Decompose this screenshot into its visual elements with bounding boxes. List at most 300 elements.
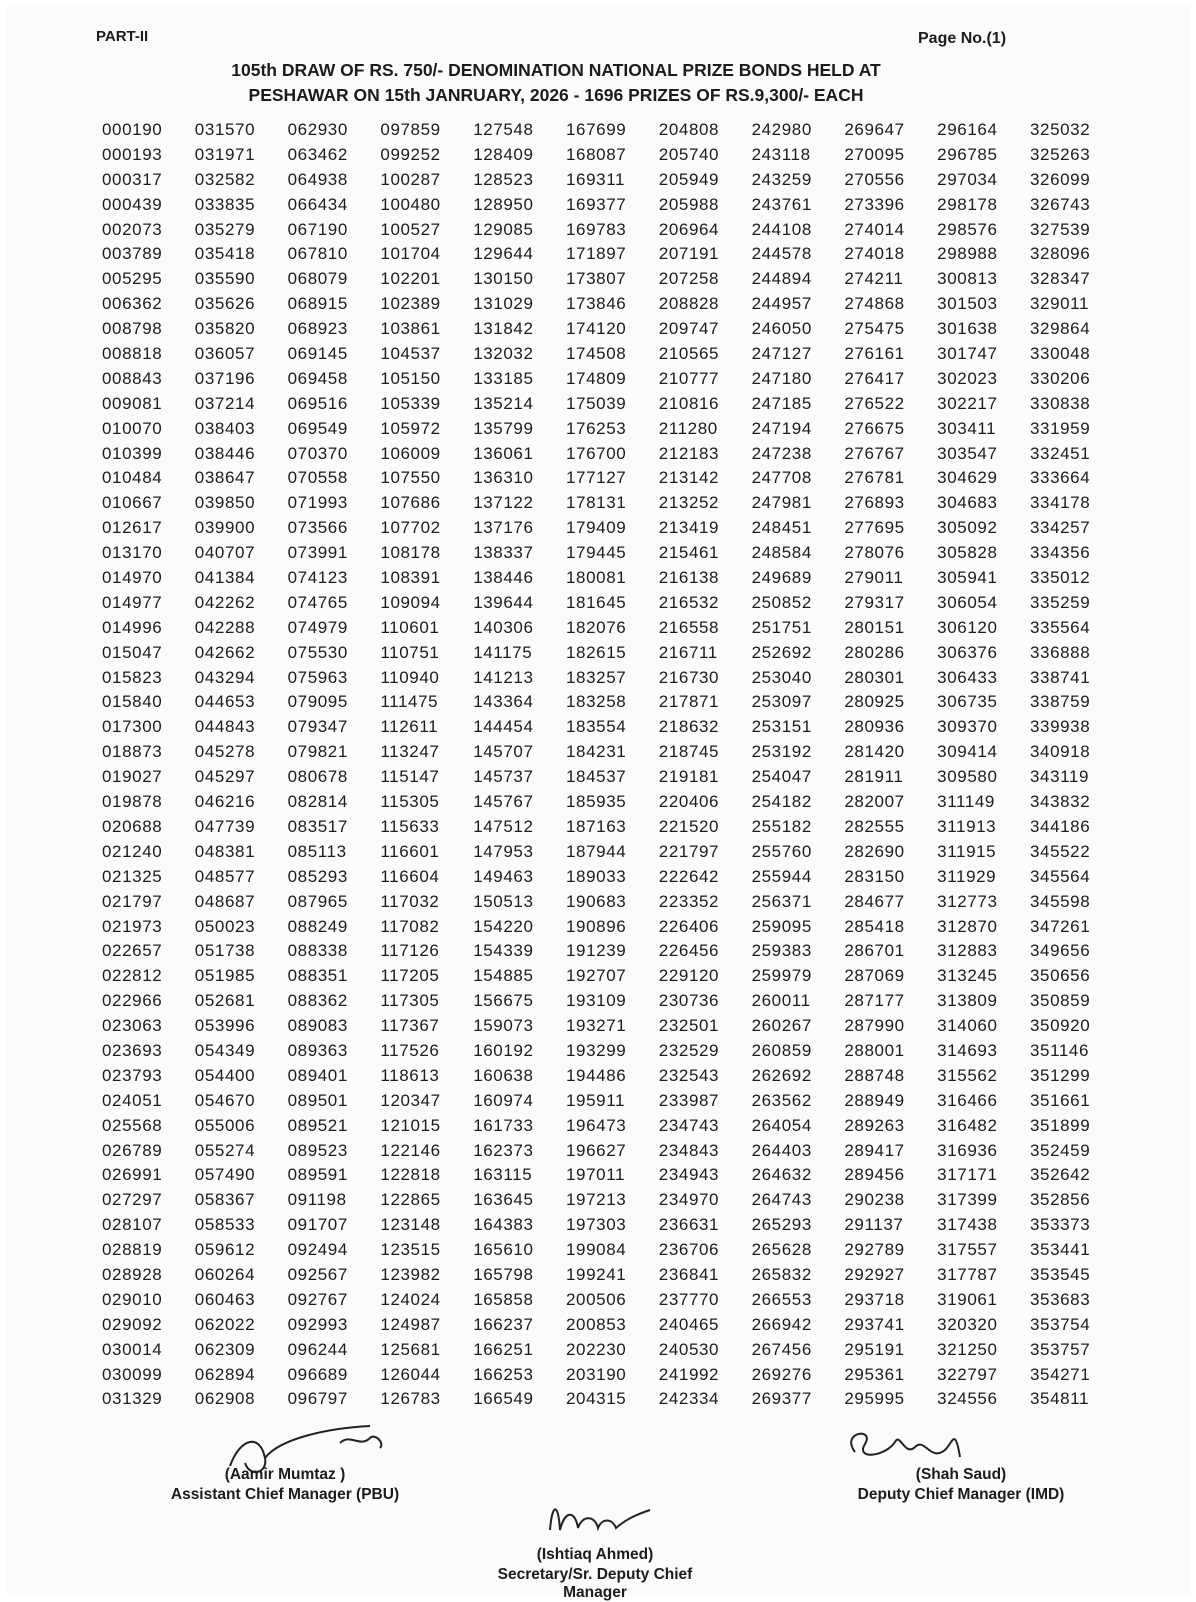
prize-number: 230736 <box>658 991 720 1011</box>
prize-number: 330206 <box>1029 368 1091 388</box>
prize-number: 008818 <box>102 344 163 364</box>
prize-number: 163645 <box>473 1190 534 1210</box>
prize-number: 055006 <box>194 1115 256 1135</box>
prize-number: 329864 <box>1029 319 1091 339</box>
prize-number: 288001 <box>844 1040 905 1060</box>
prize-number: 296164 <box>937 120 998 139</box>
prize-number: 247127 <box>751 344 812 364</box>
prize-number: 023693 <box>102 1040 163 1060</box>
prize-number: 105972 <box>380 418 441 438</box>
prize-number: 174508 <box>565 344 627 364</box>
prize-number: 243259 <box>751 169 812 189</box>
prize-number: 300813 <box>937 269 998 289</box>
prize-number: 354271 <box>1029 1364 1091 1384</box>
signatory-name: (Aamir Mumtaz ) <box>224 1466 346 1483</box>
prize-number: 096689 <box>287 1364 348 1384</box>
prize-number: 112611 <box>380 717 439 737</box>
prize-number: 297034 <box>937 169 998 189</box>
prize-number: 193109 <box>565 991 627 1011</box>
prize-number: 218745 <box>658 742 720 762</box>
prize-number: 193271 <box>565 1016 627 1036</box>
prize-number: 140306 <box>473 617 534 637</box>
prize-number: 169377 <box>565 194 627 214</box>
prize-number: 265832 <box>751 1264 812 1284</box>
prize-number: 128523 <box>473 169 534 189</box>
prize-number: 274018 <box>844 244 905 264</box>
prize-number: 085293 <box>287 866 348 886</box>
prize-number: 145767 <box>473 792 534 812</box>
prize-number: 313245 <box>937 966 998 986</box>
prize-number: 200506 <box>565 1289 627 1309</box>
prize-number: 154339 <box>473 941 534 961</box>
prize-number: 251751 <box>751 617 812 637</box>
prize-number: 282555 <box>844 816 905 836</box>
prize-number: 000439 <box>102 194 163 214</box>
prize-number: 286701 <box>844 941 905 961</box>
prize-number: 259095 <box>751 916 812 936</box>
prize-number: 028107 <box>102 1215 163 1235</box>
prize-number: 045297 <box>194 767 256 787</box>
prize-number: 178131 <box>565 493 627 513</box>
prize-number: 213419 <box>658 518 720 538</box>
prize-number: 232529 <box>658 1040 720 1060</box>
prize-number: 117205 <box>380 966 440 986</box>
prize-number: 127548 <box>473 120 534 139</box>
prize-number: 080678 <box>287 767 348 787</box>
prize-number: 105150 <box>380 368 441 388</box>
prize-number: 209747 <box>658 319 720 339</box>
prize-number: 301503 <box>937 294 998 314</box>
prize-number: 196473 <box>565 1115 627 1135</box>
prize-number: 045278 <box>194 742 256 762</box>
prize-number: 279317 <box>844 592 905 612</box>
prize-number: 175039 <box>565 393 627 413</box>
prize-number: 352459 <box>1029 1140 1091 1160</box>
prize-number: 069516 <box>287 393 348 413</box>
prize-number: 122865 <box>380 1190 441 1210</box>
prize-number: 180081 <box>565 568 627 588</box>
prize-number: 216730 <box>658 667 720 687</box>
prize-number: 254182 <box>751 792 812 812</box>
prize-number: 289263 <box>844 1115 905 1135</box>
prize-number: 247194 <box>751 418 812 438</box>
prize-number: 097859 <box>380 120 441 139</box>
prize-number: 301747 <box>937 344 998 364</box>
prize-number: 111475 <box>380 692 439 712</box>
prize-number: 173846 <box>565 294 627 314</box>
prize-number: 215461 <box>658 543 720 563</box>
prize-number: 041384 <box>194 568 256 588</box>
prize-number: 351299 <box>1029 1065 1091 1085</box>
prize-number: 010484 <box>102 468 163 488</box>
prize-number: 280936 <box>844 717 905 737</box>
prize-number: 129085 <box>473 219 534 239</box>
prize-number: 165610 <box>473 1240 534 1260</box>
prize-number: 289456 <box>844 1165 905 1185</box>
prize-number: 305828 <box>937 543 998 563</box>
prize-number: 353754 <box>1029 1314 1091 1334</box>
prize-number: 208828 <box>658 294 720 314</box>
prize-number: 161733 <box>473 1115 534 1135</box>
prize-number: 199084 <box>565 1240 627 1260</box>
prize-number: 320320 <box>937 1314 998 1334</box>
prize-number: 190896 <box>565 916 627 936</box>
prize-number: 062908 <box>194 1389 256 1409</box>
prize-number: 026789 <box>102 1140 163 1160</box>
prize-number: 051738 <box>194 941 256 961</box>
prize-number: 059612 <box>194 1240 256 1260</box>
prize-number: 309580 <box>937 767 998 787</box>
prize-number: 102201 <box>380 269 441 289</box>
prize-number: 353757 <box>1029 1339 1091 1359</box>
prize-number: 052681 <box>194 991 256 1011</box>
prize-number: 259383 <box>751 941 812 961</box>
prize-number: 135214 <box>473 393 534 413</box>
prize-number: 351146 <box>1029 1040 1090 1060</box>
prize-number: 287069 <box>844 966 905 986</box>
prize-number: 353373 <box>1029 1215 1091 1235</box>
prize-number: 202230 <box>565 1339 627 1359</box>
prize-number: 345522 <box>1029 841 1091 861</box>
prize-number: 137122 <box>473 493 534 513</box>
prize-number: 037214 <box>194 393 256 413</box>
prize-number: 317787 <box>937 1264 998 1284</box>
prize-number: 293718 <box>844 1289 905 1309</box>
prize-number: 253040 <box>751 667 812 687</box>
prize-number: 035626 <box>194 294 256 314</box>
prize-number: 088351 <box>287 966 348 986</box>
signature-block-left <box>150 1466 420 1504</box>
prize-number: 275475 <box>844 319 905 339</box>
prize-number: 301638 <box>937 319 998 339</box>
prize-number: 042662 <box>194 642 256 662</box>
prize-number: 082814 <box>287 792 348 812</box>
prize-number: 040707 <box>194 543 256 563</box>
prize-number: 177127 <box>565 468 627 488</box>
prize-number: 292789 <box>844 1240 905 1260</box>
prize-number: 147953 <box>473 841 534 861</box>
prize-number: 276781 <box>844 468 905 488</box>
prize-number: 220406 <box>658 792 720 812</box>
prize-number: 039850 <box>194 493 256 513</box>
prize-number: 311149 <box>937 792 995 812</box>
prize-number: 123148 <box>380 1215 441 1235</box>
prize-number: 171897 <box>565 244 627 264</box>
prize-number: 176253 <box>565 418 627 438</box>
prize-number: 352856 <box>1029 1190 1091 1210</box>
prize-number: 019027 <box>102 767 163 787</box>
prize-number: 067810 <box>287 244 348 264</box>
prize-number: 089521 <box>287 1115 348 1135</box>
prize-number: 253151 <box>751 717 812 737</box>
prize-number: 260267 <box>751 1016 812 1036</box>
prize-number: 288748 <box>844 1065 905 1085</box>
prize-number: 099252 <box>380 144 441 164</box>
prize-number: 247981 <box>751 493 812 513</box>
prize-number: 191239 <box>565 941 627 961</box>
prize-number: 132032 <box>473 344 534 364</box>
prize-number: 012617 <box>102 518 163 538</box>
prize-number: 334257 <box>1029 518 1091 538</box>
prize-number: 345598 <box>1029 891 1091 911</box>
prize-number: 138337 <box>473 543 534 563</box>
prize-number: 087965 <box>287 891 348 911</box>
prize-number: 304683 <box>937 493 998 513</box>
prize-number: 234943 <box>658 1165 720 1185</box>
prize-number: 248584 <box>751 543 812 563</box>
prize-number: 306054 <box>937 592 998 612</box>
prize-number: 103861 <box>380 319 441 339</box>
prize-number: 145707 <box>473 742 534 762</box>
prize-number: 221520 <box>658 816 720 836</box>
prize-number: 325263 <box>1029 144 1091 164</box>
prize-number: 181645 <box>565 592 627 612</box>
prize-number: 027297 <box>102 1190 163 1210</box>
prize-number: 248451 <box>751 518 812 538</box>
prize-number: 316936 <box>937 1140 998 1160</box>
prize-number: 229120 <box>658 966 720 986</box>
prize-number: 107686 <box>380 493 441 513</box>
prize-number: 298988 <box>937 244 998 264</box>
prize-number: 223352 <box>658 891 720 911</box>
prize-number: 282690 <box>844 841 905 861</box>
prize-number: 062309 <box>194 1339 256 1359</box>
prize-number: 193299 <box>565 1040 627 1060</box>
prize-number: 117526 <box>380 1040 440 1060</box>
prize-number: 197011 <box>565 1165 626 1185</box>
prize-number: 042288 <box>194 617 256 637</box>
prize-number: 266942 <box>751 1314 812 1334</box>
prize-number: 113247 <box>380 742 440 762</box>
prize-number: 280151 <box>844 617 905 637</box>
prize-number: 247238 <box>751 443 812 463</box>
prize-number: 277695 <box>844 518 905 538</box>
prize-number: 006362 <box>102 294 163 314</box>
prize-number: 298178 <box>937 194 998 214</box>
prize-number: 338741 <box>1029 667 1091 687</box>
prize-number: 314060 <box>937 1016 998 1036</box>
prize-number: 274211 <box>844 269 904 289</box>
title-line-1: 105th DRAW OF RS. 750/- DENOMINATION NATIONAL PRIZE BONDS HELD AT <box>231 60 881 80</box>
prize-number: 338759 <box>1029 692 1091 712</box>
prize-number: 183258 <box>565 692 627 712</box>
prize-number: 009081 <box>102 393 163 413</box>
prize-number: 199241 <box>565 1264 627 1284</box>
prize-number: 074765 <box>287 592 348 612</box>
prize-number: 350656 <box>1029 966 1091 986</box>
signatory-title: Assistant Chief Manager (PBU) <box>170 1486 400 1503</box>
prize-number: 110601 <box>380 617 440 637</box>
prize-number: 021973 <box>102 916 163 936</box>
prize-number: 031971 <box>194 144 256 164</box>
prize-number: 246050 <box>751 319 812 339</box>
prize-number: 197213 <box>565 1190 627 1210</box>
prize-number: 021240 <box>102 841 163 861</box>
prize-number: 276675 <box>844 418 905 438</box>
prize-number: 185935 <box>565 792 627 812</box>
prize-number: 216532 <box>658 592 720 612</box>
prize-number: 207191 <box>658 244 720 264</box>
prize-number: 210565 <box>658 344 720 364</box>
prize-number: 047739 <box>194 816 256 836</box>
prize-number: 253097 <box>751 692 812 712</box>
prize-number: 280301 <box>844 667 905 687</box>
prize-number: 028928 <box>102 1264 163 1284</box>
prize-number: 128950 <box>473 194 534 214</box>
prize-number: 189033 <box>565 866 627 886</box>
prize-number: 194486 <box>565 1065 627 1085</box>
prize-number: 284677 <box>844 891 905 911</box>
prize-number: 205949 <box>658 169 720 189</box>
prize-number: 031329 <box>102 1389 163 1409</box>
prize-number: 260859 <box>751 1040 812 1060</box>
prize-number: 344186 <box>1029 816 1091 836</box>
prize-number: 303547 <box>937 443 998 463</box>
prize-number: 136310 <box>473 468 534 488</box>
prize-number: 222642 <box>658 866 720 886</box>
prize-number: 264632 <box>751 1165 812 1185</box>
prize-number: 311929 <box>937 866 997 886</box>
prize-number: 253192 <box>751 742 812 762</box>
prize-number: 269647 <box>844 120 905 139</box>
prize-number: 107702 <box>380 518 441 538</box>
prize-number: 000190 <box>102 120 163 139</box>
document-title <box>186 58 926 108</box>
prize-number: 000193 <box>102 144 163 164</box>
prize-number: 250852 <box>751 592 812 612</box>
prize-number: 274868 <box>844 294 905 314</box>
prize-number: 129644 <box>473 244 534 264</box>
prize-number: 267456 <box>751 1339 812 1359</box>
prize-number: 242334 <box>658 1389 720 1409</box>
prize-number: 123515 <box>380 1240 441 1260</box>
prize-number: 023793 <box>102 1065 163 1085</box>
prize-number: 343832 <box>1029 792 1091 812</box>
prize-number: 126044 <box>380 1364 441 1384</box>
prize-number: 022812 <box>102 966 163 986</box>
prize-number: 054349 <box>194 1040 256 1060</box>
prize-number: 128409 <box>473 144 534 164</box>
prize-number: 089401 <box>287 1065 348 1085</box>
prize-number: 325032 <box>1029 120 1091 139</box>
prize-number: 022657 <box>102 941 163 961</box>
prize-number: 169783 <box>565 219 627 239</box>
prize-number: 184231 <box>565 742 627 762</box>
prize-number: 255944 <box>751 866 812 886</box>
prize-number: 038647 <box>194 468 256 488</box>
prize-number: 263562 <box>751 1090 812 1110</box>
prize-number: 149463 <box>473 866 534 886</box>
prize-number: 295361 <box>844 1364 905 1384</box>
prize-number: 060264 <box>194 1264 256 1284</box>
prize-number: 144454 <box>473 717 534 737</box>
prize-number: 287990 <box>844 1016 905 1036</box>
prize-number: 091707 <box>287 1215 348 1235</box>
prize-number: 216558 <box>658 617 720 637</box>
prize-number: 184537 <box>565 767 627 787</box>
prize-number: 122146 <box>380 1140 441 1160</box>
prize-number: 046216 <box>194 792 256 812</box>
prize-number: 069458 <box>287 368 348 388</box>
prize-number: 302217 <box>937 393 998 413</box>
prize-number: 234743 <box>658 1115 720 1135</box>
prize-number: 316482 <box>937 1115 998 1135</box>
prize-number: 288949 <box>844 1090 905 1110</box>
prize-number: 160638 <box>473 1065 534 1085</box>
prize-number: 067190 <box>287 219 348 239</box>
prize-number: 255760 <box>751 841 812 861</box>
prize-number: 116604 <box>380 866 440 886</box>
prize-number: 330838 <box>1029 393 1091 413</box>
prize-number: 167699 <box>565 120 627 139</box>
prize-number: 221797 <box>658 841 720 861</box>
prize-number: 205988 <box>658 194 720 214</box>
prize-number: 331959 <box>1029 418 1091 438</box>
prize-number: 120347 <box>380 1090 441 1110</box>
prize-number: 117305 <box>380 991 440 1011</box>
prize-number: 100480 <box>380 194 441 214</box>
prize-number: 249689 <box>751 568 812 588</box>
prize-number: 013170 <box>102 543 163 563</box>
prize-number: 247185 <box>751 393 812 413</box>
prize-number: 035820 <box>194 319 256 339</box>
prize-number: 117367 <box>380 1016 440 1036</box>
prize-number: 050023 <box>194 916 256 936</box>
prize-number: 234843 <box>658 1140 720 1160</box>
prize-number: 265293 <box>751 1215 812 1235</box>
prize-number: 026991 <box>102 1165 163 1185</box>
prize-number: 018873 <box>102 742 163 762</box>
prize-number: 062894 <box>194 1364 256 1384</box>
prize-number: 015840 <box>102 692 163 712</box>
prize-number: 083517 <box>287 816 348 836</box>
prize-number: 124024 <box>380 1289 441 1309</box>
prize-number: 226456 <box>658 941 720 961</box>
signatory-name: (Shah Saud) <box>915 1466 1007 1483</box>
prize-number: 169311 <box>565 169 626 189</box>
prize-number: 211280 <box>658 418 718 438</box>
prize-number: 123982 <box>380 1264 441 1284</box>
prize-number: 241992 <box>658 1364 720 1384</box>
prize-number: 055274 <box>194 1140 256 1160</box>
prize-number: 015047 <box>102 642 163 662</box>
prize-number: 166253 <box>473 1364 534 1384</box>
prize-number: 270556 <box>844 169 905 189</box>
prize-number: 292927 <box>844 1264 905 1284</box>
prize-number: 003789 <box>102 244 163 264</box>
prize-number: 305092 <box>937 518 998 538</box>
prize-number: 343119 <box>1029 767 1090 787</box>
prize-number: 244894 <box>751 269 812 289</box>
prize-number: 092494 <box>287 1240 348 1260</box>
prize-number: 287177 <box>844 991 905 1011</box>
prize-number: 025568 <box>102 1115 163 1135</box>
prize-number: 317557 <box>937 1240 998 1260</box>
prize-number: 117032 <box>380 891 440 911</box>
prize-number: 280925 <box>844 692 905 712</box>
prize-number: 182076 <box>565 617 627 637</box>
prize-number: 236631 <box>658 1215 720 1235</box>
prize-number: 063462 <box>287 144 348 164</box>
prize-number: 281911 <box>844 767 904 787</box>
prize-number: 135799 <box>473 418 534 438</box>
prize-number: 038446 <box>194 443 256 463</box>
signature-right-scribble <box>835 1422 985 1472</box>
prize-number: 312883 <box>937 941 998 961</box>
prize-number: 350859 <box>1029 991 1091 1011</box>
prize-number: 265628 <box>751 1240 812 1260</box>
prize-number: 010399 <box>102 443 163 463</box>
